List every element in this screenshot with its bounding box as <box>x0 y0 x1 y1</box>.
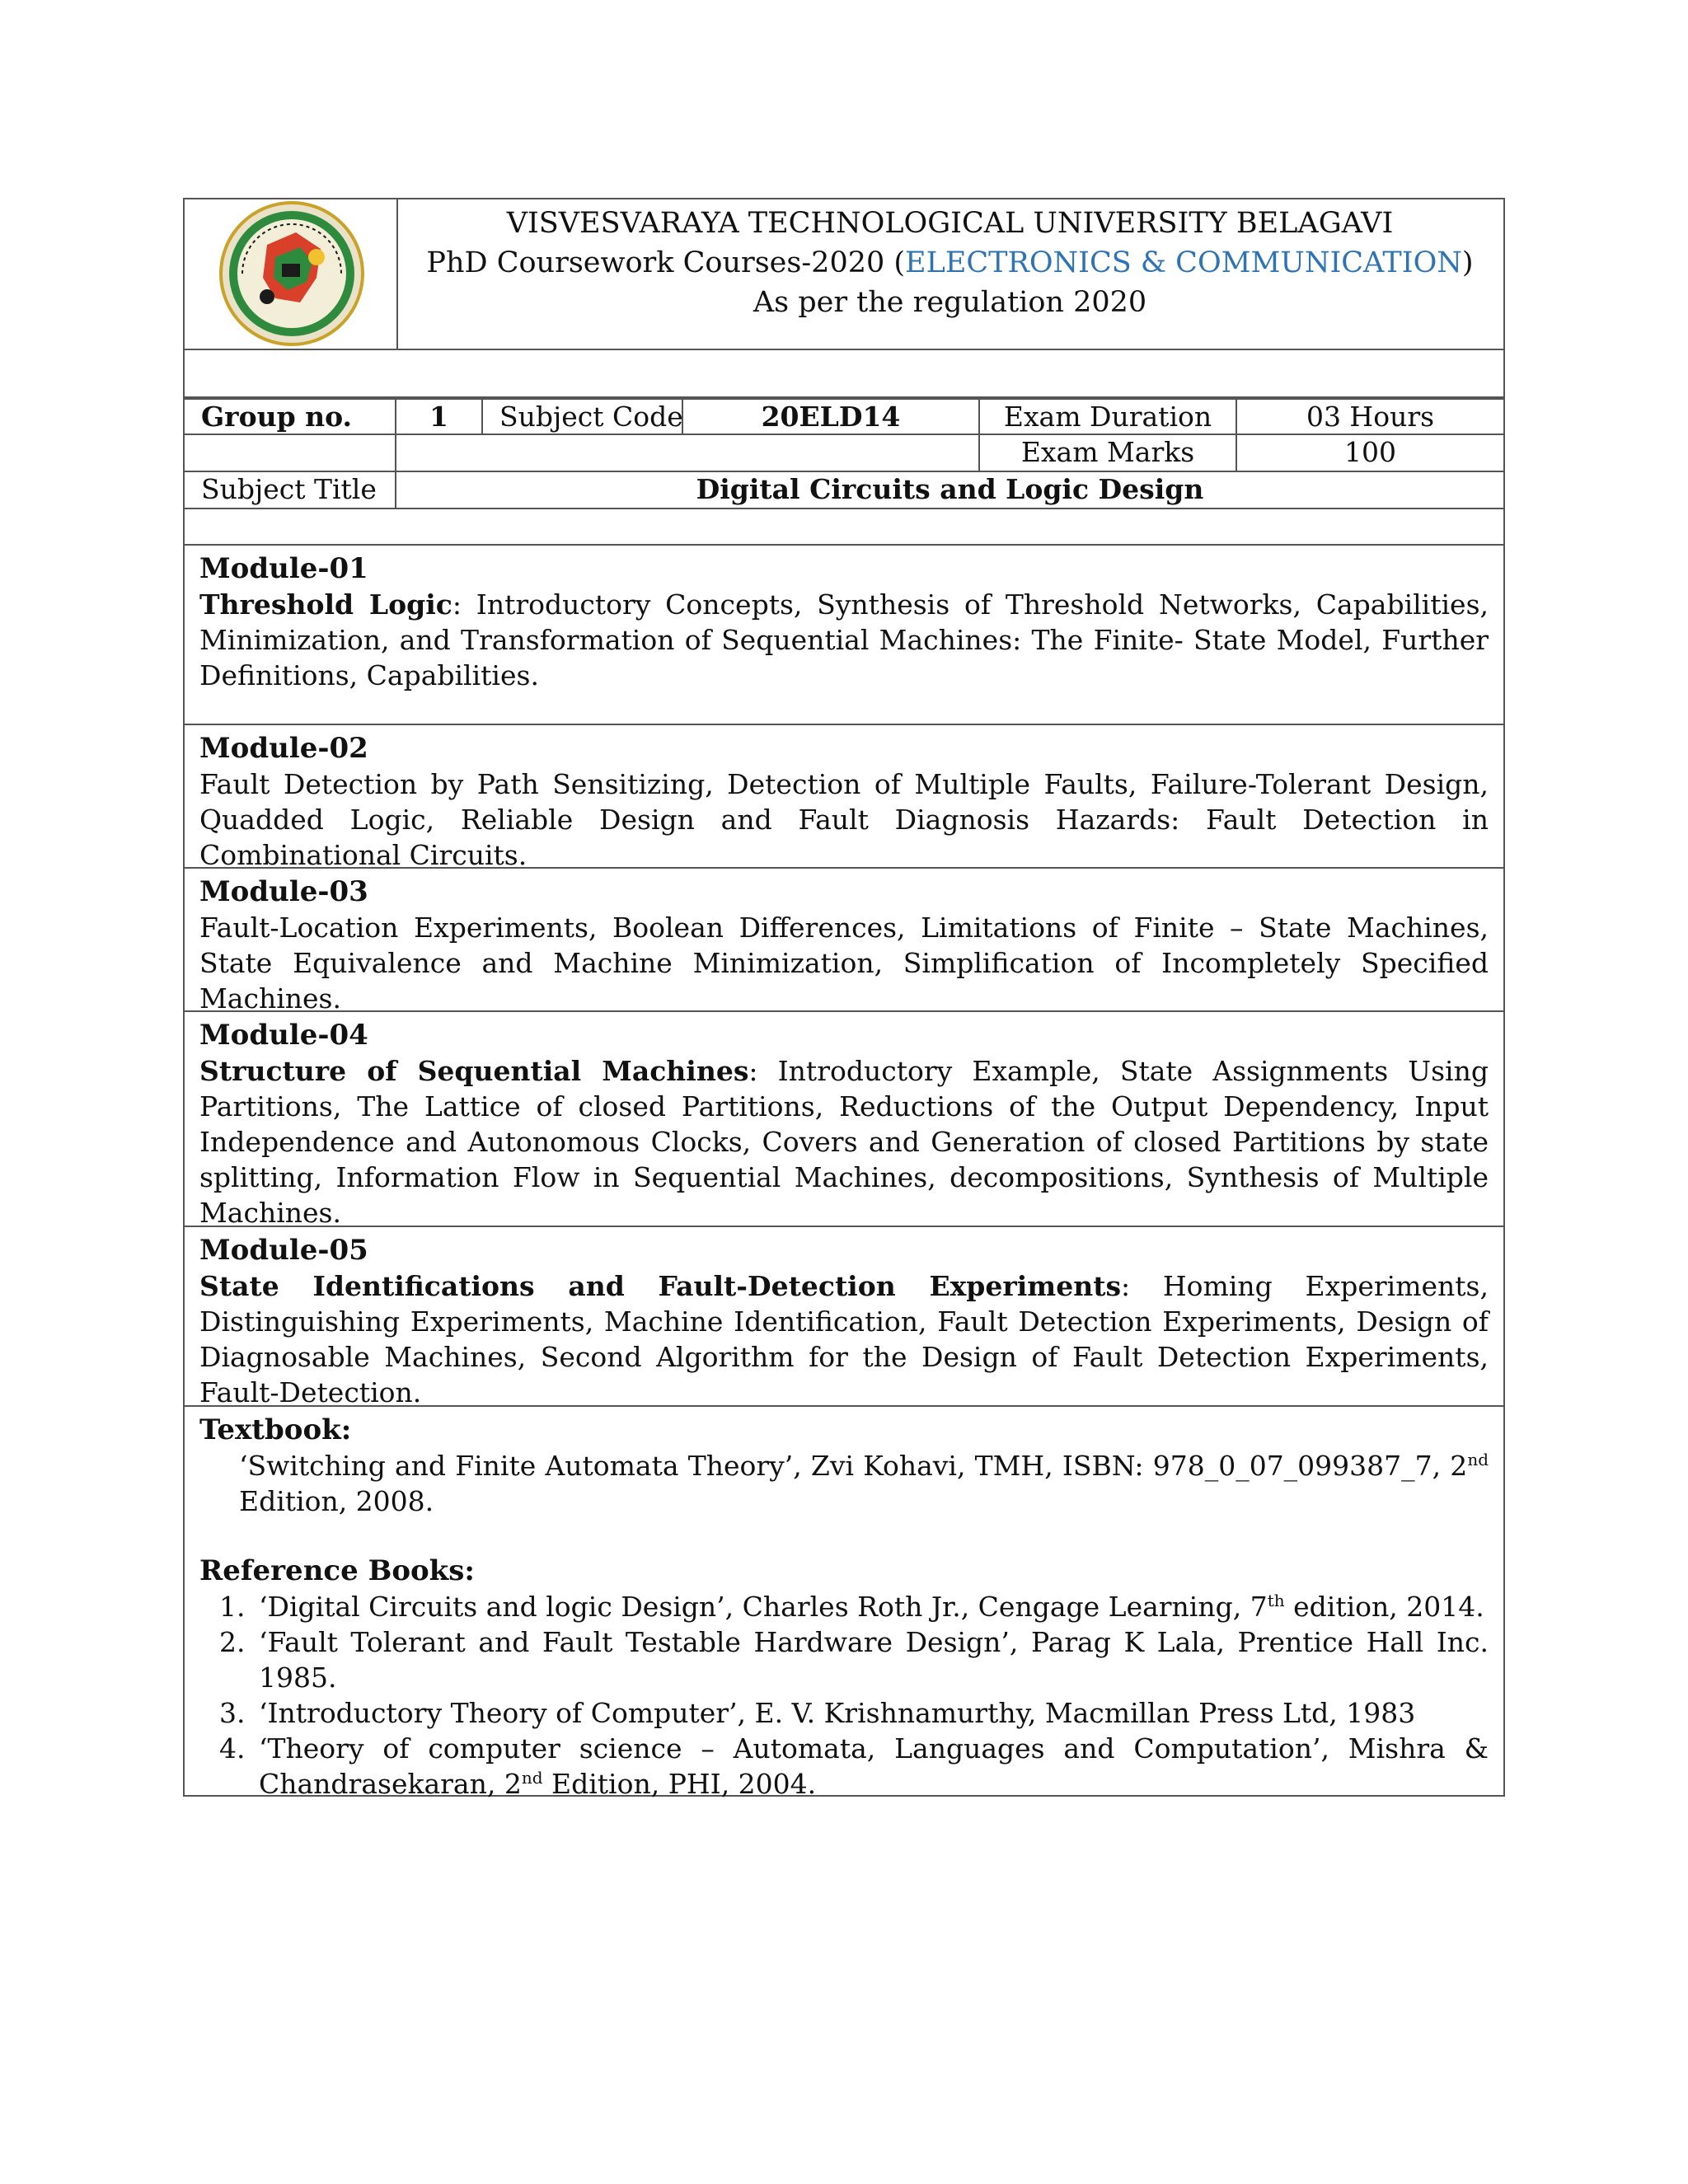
module-title: Module-04 <box>199 1019 368 1052</box>
exam-duration-label: Exam Duration <box>980 400 1237 434</box>
module-section <box>185 546 1503 725</box>
textbook-entry <box>199 1448 1489 1519</box>
spacer-row <box>185 509 1503 546</box>
reference-tail: Edition, PHI, 2004. <box>542 1768 817 1800</box>
module-text: Fault-Location Experiments, Boolean Differences, Limitations of Finite – State Machines, State Equivalence and Machine Minimization, Simplification of Incompletely Specified Machines. <box>199 912 1489 1015</box>
module-content <box>199 1268 1489 1410</box>
group-label: Group no. <box>185 400 396 434</box>
info-row-title <box>185 472 1503 509</box>
reference-number: 4. <box>219 1732 246 1765</box>
module-text: : Introductory Example, State Assignments Using Partitions, The Lattice of closed Partitions, Reductions of the Output Dependency, Input Independence and Autonomous Clocks, Covers and Generation of closed Partitions by state splitting, Information Flow in Sequential Machines, decompositions, Synthesis of Multiple Machines. <box>199 1055 1489 1229</box>
subject-title-value: Digital Circuits and Logic Design <box>696 473 1204 505</box>
header-title-block <box>396 199 1503 322</box>
module-title: Module-05 <box>199 1234 368 1267</box>
course-subtitle <box>396 243 1503 283</box>
reference-heading: Reference Books: <box>199 1554 475 1587</box>
reference-number: 3. <box>219 1697 246 1729</box>
header-row <box>185 199 1503 350</box>
university-name: VISVESVARAYA TECHNOLOGICAL UNIVERSITY BELAGAVI <box>506 207 1394 240</box>
reference-item <box>199 1624 1489 1695</box>
reference-number: 2. <box>219 1626 246 1658</box>
module-text: : Introductory Concepts, Synthesis of Threshold Networks, Capabilities, Minimization, and Transformation of Sequential Machines: The Finite- State Model, Further Definitions, Capabilities. <box>199 588 1489 691</box>
empty-cell <box>185 435 396 471</box>
syllabus-sheet <box>183 198 1505 1800</box>
reference-main: ‘Digital Circuits and logic Design’, Charles Roth Jr., Cengage Learning, 7 <box>259 1591 1268 1623</box>
module-topic: State Identifications and Fault-Detection Experiments <box>199 1270 1122 1302</box>
exam-duration-value: 03 Hours <box>1306 401 1435 433</box>
module-section <box>185 725 1503 869</box>
module-section <box>185 1227 1503 1407</box>
module-section <box>185 1012 1503 1227</box>
module-title: Module-03 <box>199 875 368 908</box>
regulation-line: As per the regulation 2020 <box>753 286 1147 319</box>
module-title: Module-01 <box>199 552 368 585</box>
reference-item <box>199 1731 1489 1802</box>
module-text: Fault Detection by Path Sensitizing, Detection of Multiple Faults, Failure-Tolerant Design, Quadded Logic, Reliable Design and Fault Diagnosis Hazards: Fault Detection in Combinational Circuits. <box>199 768 1489 871</box>
info-row-marks <box>185 435 1503 472</box>
subject-code-value: 20ELD14 <box>683 400 980 434</box>
module-content <box>199 766 1489 873</box>
vtu-seal-logo-icon <box>185 199 396 349</box>
module-content <box>199 1053 1489 1230</box>
module-topic: Threshold Logic <box>199 588 452 621</box>
reference-main: ‘Theory of computer science – Automata, Languages and Computation’, Mishra & Chandrasekaran, 2 <box>259 1732 1489 1800</box>
subject-title-label: Subject Title <box>185 472 396 508</box>
department-name: ELECTRONICS & COMMUNICATION <box>905 246 1462 279</box>
module-text: : Homing Experiments, Distinguishing Experiments, Machine Identification, Fault Detection Experiments, Design of Diagnosable Machines, Second Algorithm for the Design of Fault Detection Experiments, Fault-Detection. <box>199 1270 1489 1408</box>
reference-main: ‘Introductory Theory of Computer’, E. V. Krishnamurthy, Macmillan Press Ltd, 1983 <box>259 1697 1416 1729</box>
exam-marks-label: Exam Marks <box>980 435 1237 471</box>
exam-marks-value: 100 <box>1344 436 1396 468</box>
module-content <box>199 587 1489 693</box>
reference-number: 1. <box>219 1591 246 1623</box>
textbook-tail: Edition, 2008. <box>239 1485 434 1517</box>
books-section <box>185 1407 1503 1802</box>
textbook-main: ‘Switching and Finite Automata Theory’, Zvi Kohavi, TMH, ISBN: 978_0_07_099387_7, 2 <box>239 1450 1468 1482</box>
reference-item <box>199 1589 1489 1624</box>
reference-main: ‘Fault Tolerant and Fault Testable Hardware Design’, Parag K Lala, Prentice Hall Inc. 1985. <box>259 1626 1489 1694</box>
logo-cell <box>185 199 398 349</box>
module-section <box>185 869 1503 1015</box>
reference-superscript: th <box>1267 1591 1285 1610</box>
reference-superscript: nd <box>521 1768 543 1788</box>
reference-tail: edition, 2014. <box>1284 1591 1484 1623</box>
spacer-row <box>185 350 1503 398</box>
info-row-group <box>185 398 1503 435</box>
textbook-superscript: nd <box>1467 1450 1489 1469</box>
group-value: 1 <box>396 400 483 434</box>
subject-code-label: Subject Code <box>483 400 683 434</box>
reference-item <box>199 1695 1489 1731</box>
module-title: Module-02 <box>199 732 368 765</box>
textbook-heading: Textbook: <box>199 1413 352 1446</box>
subtitle-suffix: ) <box>1461 246 1474 279</box>
module-content <box>199 910 1489 1016</box>
subtitle-prefix: PhD Coursework Courses-2020 ( <box>426 246 906 279</box>
empty-cell <box>396 435 980 471</box>
module-topic: Structure of Sequential Machines <box>199 1055 749 1087</box>
